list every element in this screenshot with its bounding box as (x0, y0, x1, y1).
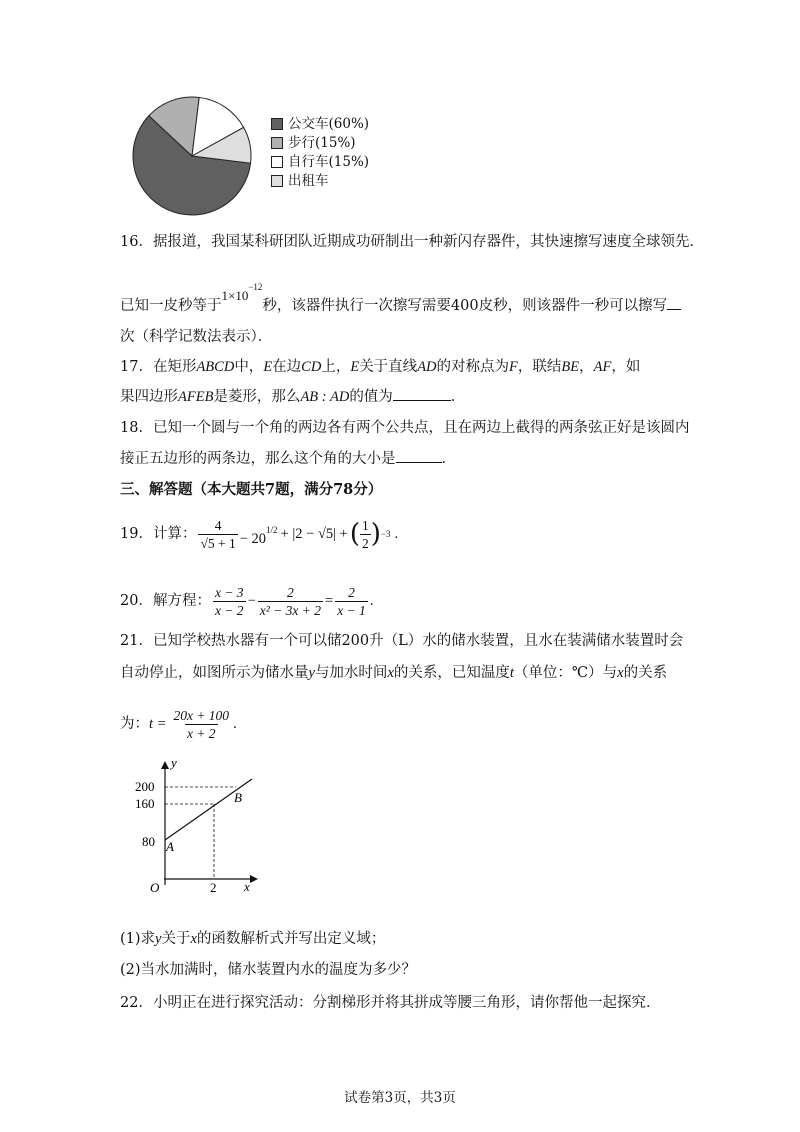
q16-line1: 16．据报道，我国某科研团队近期成功研制出一种新闪存器件，其快速擦写速度全球领先． (120, 234, 704, 250)
legend-item (271, 116, 369, 132)
q21-sub1: (1)求y关于x的函数解析式并写出定义域； (120, 931, 386, 947)
legend-item (271, 173, 329, 189)
legend-swatch (271, 175, 283, 187)
legend-swatch (271, 118, 283, 130)
y-tick-160: 160 (135, 796, 155, 811)
q17-line2: 果四边形AFEB是菱形，那么AB : AD的值为 ． (120, 386, 465, 407)
q21-line1: 21．已知学校热水器有一个可以储200升（L）水的储水装置，且水在装满储水装置时会 (120, 633, 684, 649)
legend-label: 出租车 (288, 173, 329, 189)
legend-swatch (271, 156, 283, 168)
q18-line2: 接正五边形的两条边，那么这个角的大小是 ． (120, 448, 456, 469)
y-tick-80: 80 (142, 834, 155, 849)
pie-chart (128, 95, 256, 217)
legend-swatch (271, 137, 283, 149)
q21-line2: 自动停止，如图所示为储水量y与加水时间x的关系，已知温度t（单位：℃）与x的关系 (120, 665, 668, 681)
y-tick-200: 200 (135, 779, 155, 794)
q16-line3: 次（科学记数法表示）． (120, 329, 273, 345)
legend-label: 步行(15%) (288, 135, 356, 151)
q19-half: $\frac{1}{2}$ (362, 518, 369, 551)
x-axis-label: x (244, 879, 250, 894)
q20-frac-b: $\frac{2}{\text{x² − 3x + 2}}$ (259, 585, 322, 618)
x-axis-arrow (250, 875, 258, 883)
y-axis-label: y (171, 755, 177, 770)
q21-temp-fraction: $\frac{20x + 100}{x + 2}$ (173, 708, 230, 741)
q21-line3: 为： t = $\frac{20x + 100}{x + 2}$ . (120, 708, 237, 741)
page-footer: 试卷第3页，共3页 (344, 1090, 456, 1106)
legend-item (271, 154, 369, 170)
q16-line2: 已知一皮秒等于$1\times 10^{-12}$秒，该器件执行一次擦写需要400皮秒，则该器件一秒可以擦写 (120, 287, 681, 316)
legend-label: 自行车(15%) (288, 154, 370, 170)
point-b-label: B (234, 790, 242, 805)
sci-notation: $1\times 10^{-12}$ (221, 282, 263, 303)
q18-answer-blank (396, 448, 442, 463)
q18-line1: 18．已知一个圆与一个角的两边各有两个公共点，且在两边上截得的两条弦正好是该圆内 (120, 420, 690, 436)
section-heading: 三、解答题（本大题共7题，满分78分） (120, 481, 383, 498)
line-graph (128, 755, 268, 897)
q19: 19．计算： $\frac{4}{√5 + 1}$ − $20^{1/2}$ + |2 − √5| + ( $\frac{1}{2}$ ) −3 . (120, 518, 399, 551)
q20-frac-a: $\frac{x - 3}{x - 2}$ (214, 585, 244, 618)
point-a-label: A (166, 839, 174, 854)
y-axis-arrow (161, 761, 169, 769)
q22-line1: 22．小明正在进行探究活动：分割梯形并将其拼成等腰三角形，请你帮他一起探究． (120, 995, 661, 1011)
q21-sub2: (2)当水加满时，储水装置内水的温度为多少？ (120, 962, 417, 978)
legend-label: 公交车(60%) (288, 116, 370, 132)
q19-fraction: $\frac{4}{√5 + 1}$ (200, 518, 236, 551)
data-line (165, 779, 252, 840)
q16-answer-blank (667, 295, 681, 310)
q17-line1: 17．在矩形ABCD中，E在边CD上，E关于直线AD的对称点为F，联结BE，AF，如 (120, 359, 641, 375)
legend-item (271, 135, 356, 151)
q17-answer-blank (393, 386, 451, 401)
origin-label: O (150, 880, 160, 895)
q20-frac-c: $\frac{2}{x - 1}$ (337, 585, 366, 618)
x-tick-2: 2 (210, 880, 217, 895)
q20: 20．解方程： $\frac{x - 3}{x - 2}$ − $\frac{2}{\text{x² − 3x + 2}}$ = $\frac{2}{x - 1}$ . (120, 585, 374, 618)
